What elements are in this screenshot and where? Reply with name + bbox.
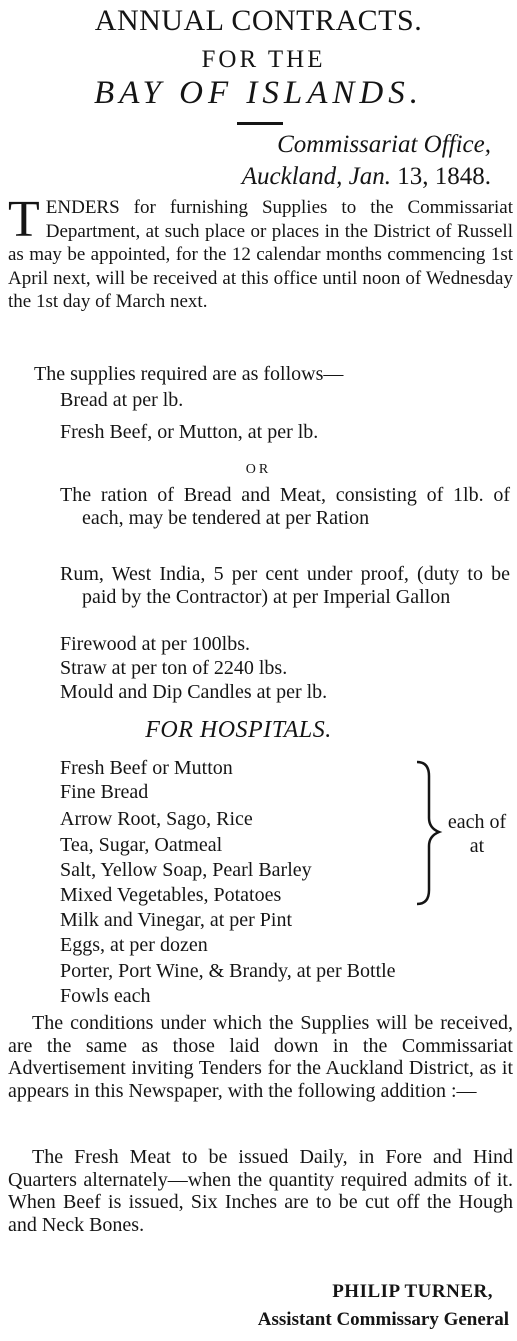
hospital-item: Fresh Beef or Mutton bbox=[60, 757, 233, 779]
addition-paragraph: The Fresh Meat to be issued Daily, in Fore and Hind Quarters alternately—when the quantity required admits of it. When Beef is issued, Six Inches are to be cut off the Hough and Neck Bones. bbox=[8, 1146, 513, 1236]
office-name: Commissariat Office, bbox=[277, 131, 491, 158]
supply-rum: Rum, West India, 5 per cent under proof, (duty to be paid by the Contractor) at per Imperial Gallon bbox=[60, 563, 510, 608]
hospital-item: Milk and Vinegar, at per Pint bbox=[60, 909, 293, 931]
hospital-item: Eggs, at per dozen bbox=[60, 934, 208, 956]
hospitals-heading: FOR HOSPITALS. bbox=[145, 717, 332, 743]
dateline bbox=[242, 162, 491, 192]
bracket-label bbox=[442, 810, 512, 858]
hospital-item: Mixed Vegetables, Potatoes bbox=[60, 884, 282, 906]
supply-bread: Bread at per lb. bbox=[60, 389, 184, 411]
divider-rule bbox=[237, 122, 283, 125]
conditions-paragraph: The conditions under which the Supplies will be received, are the same as those laid down in the Commissariat Advertisement inviting Tenders for the Auckland District, as it appears in this Newspaper, with the following addition :— bbox=[8, 1012, 513, 1102]
hospital-item: Tea, Sugar, Oatmeal bbox=[60, 834, 223, 856]
bracket-label-at: at bbox=[469, 835, 485, 857]
hospital-item: Salt, Yellow Soap, Pearl Barley bbox=[60, 859, 312, 881]
supply-beef: Fresh Beef, or Mutton, at per lb. bbox=[60, 421, 319, 443]
or-separator: OR bbox=[245, 462, 272, 477]
dateline-date: 13, 1848. bbox=[391, 163, 491, 190]
hospital-item: Fine Bread bbox=[60, 781, 149, 803]
right-brace-icon bbox=[413, 760, 443, 906]
dateline-place: Auckland, Jan. bbox=[241, 163, 391, 190]
supply-straw: Straw at per ton of 2240 lbs. bbox=[60, 657, 288, 679]
hospital-item: Fowls each bbox=[60, 985, 151, 1007]
supplies-intro: The supplies required are as follows— bbox=[34, 363, 344, 385]
signatory-title: Assistant Commissary General bbox=[257, 1309, 509, 1330]
supply-candles: Mould and Dip Candles at per lb. bbox=[60, 681, 328, 703]
hospital-item: Arrow Root, Sago, Rice bbox=[60, 808, 253, 830]
drop-cap: T bbox=[8, 191, 40, 248]
supply-firewood: Firewood at per 100lbs. bbox=[60, 633, 250, 655]
tender-intro-paragraph bbox=[8, 191, 513, 314]
tender-intro-text: ENDERS for furnishing Supplies to the Commissariat Department, at such place or places in the District of Russell as may be appointed, for the 12 calendar months commencing 1st April next, will be received at this office until noon of Wednesday the 1st day of March next. bbox=[8, 197, 513, 312]
hospital-item: Porter, Port Wine, & Brandy, at per Bottle bbox=[60, 960, 396, 982]
heading-for-the: FOR THE bbox=[201, 46, 326, 73]
heading-annual-contracts: ANNUAL CONTRACTS. bbox=[94, 4, 423, 37]
bracket-label-each-of: each of bbox=[447, 811, 507, 833]
supply-ration: The ration of Bread and Meat, consisting of 1lb. of each, may be tendered at per Ration bbox=[60, 484, 510, 529]
heading-bay-of-islands: BAY OF ISLANDS. bbox=[94, 75, 423, 111]
signatory-name: PHILIP TURNER, bbox=[332, 1281, 493, 1302]
